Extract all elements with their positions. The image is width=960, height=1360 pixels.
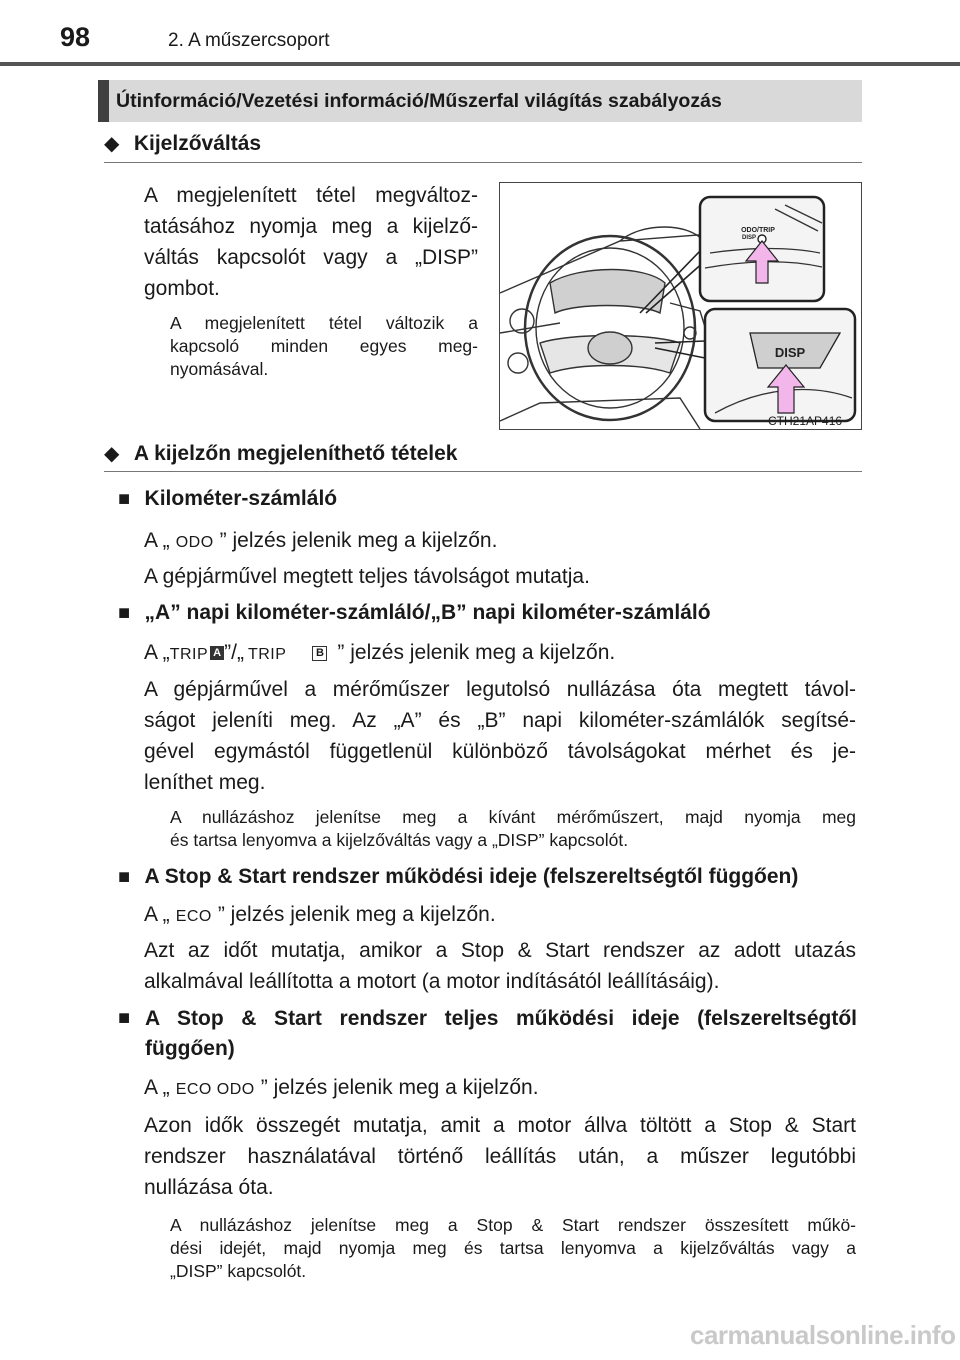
disp-button-label: DISP — [774, 345, 806, 360]
subheading-items — [104, 441, 457, 466]
note-line: kapcsoló minden egyes meg- — [170, 336, 478, 356]
text-line: gével egymástól függetlenül különböző távolságokat mérhet és je- — [144, 740, 856, 763]
trip-note — [170, 806, 856, 852]
item-ecoodo-heading — [118, 1004, 857, 1064]
diamond-bullet-icon: ◆ — [104, 443, 120, 465]
text-fragment: ” jelzés jelenik meg a kijelzőn. — [219, 529, 498, 552]
subheading-rule — [104, 162, 862, 163]
odo-indicator-line — [144, 525, 497, 558]
header-rule — [0, 62, 960, 66]
item-title: „A” napi kilométer-számláló/„B” napi kilométer-számláló — [144, 601, 711, 624]
text-fragment: ” jelzés jelenik meg a kijelzőn. — [217, 903, 496, 926]
page-number: 98 — [60, 22, 91, 52]
text-line: váltás kapcsolót vagy a „DISP” — [144, 246, 478, 269]
figure-code: CTH21AP416 — [768, 414, 843, 428]
disp-small-label: DISP — [741, 235, 756, 241]
subheading-label: A kijelzőn megjeleníthető tételek — [133, 442, 458, 465]
text-line: tatásához nyomja meg a kijelző- — [144, 215, 478, 238]
ecoodo-indicator-line — [144, 1072, 539, 1105]
item-trip-heading — [118, 598, 711, 628]
intro-paragraph — [144, 180, 478, 304]
note-line: nyomásával. — [170, 359, 269, 379]
square-bullet-icon: ■ — [118, 602, 131, 624]
note-line: „DISP” kapcsolót. — [170, 1261, 307, 1281]
item-title — [145, 1004, 857, 1064]
text-line: leníthet meg. — [144, 771, 266, 794]
item-title: Kilométer-számláló — [144, 487, 338, 510]
odo-trip-label: ODO/TRIP — [741, 227, 775, 234]
item-odo-heading — [118, 484, 337, 514]
text-fragment: A „ — [144, 903, 170, 926]
eco-code: ECO — [175, 908, 212, 925]
trip-b-badge: B — [312, 646, 327, 661]
text-line: Azon idők összegét mutatja, amit a motor állva töltött a Stop & Start — [144, 1114, 856, 1137]
text-fragment: ” jelzés jelenik meg a kijelzőn. — [337, 641, 616, 664]
square-bullet-icon: ■ — [118, 488, 131, 510]
text-line: rendszer használatával történő leállítás után, a műszer legutóbbi — [144, 1145, 856, 1168]
text-fragment: A „ — [144, 529, 170, 552]
text-fragment: A „ — [144, 1076, 170, 1099]
trip-a-code: TRIP — [169, 646, 209, 663]
title-line: függően) — [145, 1037, 235, 1060]
text-line: ságot jeleníti meg. Az „A” és „B” napi kilométer-számlálók segítsé- — [144, 709, 856, 732]
title-line: A Stop & Start rendszer teljes működési ideje (felszereltségtől — [145, 1007, 857, 1030]
text-line: Azt az időt mutatja, amikor a Stop & Start rendszer az adott utazás — [144, 939, 856, 962]
square-bullet-icon: ■ — [118, 866, 131, 888]
square-bullet-icon: ■ — [118, 1007, 131, 1029]
note-line: dési idejét, majd nyomja meg és tartsa lenyomva a kijelzőváltás vagy a — [170, 1238, 856, 1258]
trip-b-code: TRIP — [247, 646, 287, 663]
text-fragment: A „ — [144, 641, 170, 664]
dashboard-illustration — [499, 182, 862, 430]
item-eco-heading — [118, 862, 798, 892]
ecoodo-code: ECO ODO — [175, 1081, 255, 1098]
eco-description — [144, 935, 856, 997]
intro-note — [170, 312, 478, 381]
trip-indicator-line — [144, 637, 615, 670]
steering-wheel-drawing — [500, 183, 861, 429]
subheading-label: Kijelzőváltás — [133, 132, 262, 155]
text-line: A gépjárművel a mérőműszer legutolsó nullázása óta megtett távol- — [144, 678, 856, 701]
subheading-rule — [104, 471, 862, 472]
text-line: gombot. — [144, 277, 220, 300]
chapter-title: 2. A műszercsoport — [168, 30, 330, 51]
note-line: A megjelenített tétel változik a — [170, 313, 478, 333]
trip-a-badge: A — [210, 646, 224, 660]
trip-description — [144, 674, 856, 798]
eco-indicator-line — [144, 899, 496, 932]
odo-description: A gépjárművel megtett teljes távolságot mutatja. — [144, 565, 590, 588]
text-fragment: ” jelzés jelenik meg a kijelzőn. — [260, 1076, 539, 1099]
ecoodo-description — [144, 1110, 856, 1203]
text-fragment: ”/„ — [224, 641, 244, 664]
section-title: Útinformáció/Vezetési információ/Műszerfal világítás szabályozás — [116, 90, 722, 112]
watermark: carmanualsonline.info — [690, 1320, 956, 1350]
ecoodo-note — [170, 1214, 856, 1283]
diamond-bullet-icon: ◆ — [104, 133, 120, 155]
note-line: A nullázáshoz jelenítse meg a Stop & Start rendszer összesített műkö- — [170, 1215, 856, 1235]
note-line: és tartsa lenyomva a kijelzőváltás vagy a „DISP” kapcsolót. — [170, 830, 629, 850]
text-line: A megjelenített tétel megváltoz- — [144, 184, 478, 207]
text-line: alkalmával leállította a motort (a motor indításától leállításáig). — [144, 970, 720, 993]
subheading-kijelzovaltas — [104, 131, 261, 156]
item-title: A Stop & Start rendszer működési ideje (felszereltségtől függően) — [144, 865, 799, 888]
note-line: A nullázáshoz jelenítse meg a kívánt mérőműszert, majd nyomja meg — [170, 807, 856, 827]
odo-code: ODO — [175, 534, 214, 551]
text-line: nullázása óta. — [144, 1176, 274, 1199]
